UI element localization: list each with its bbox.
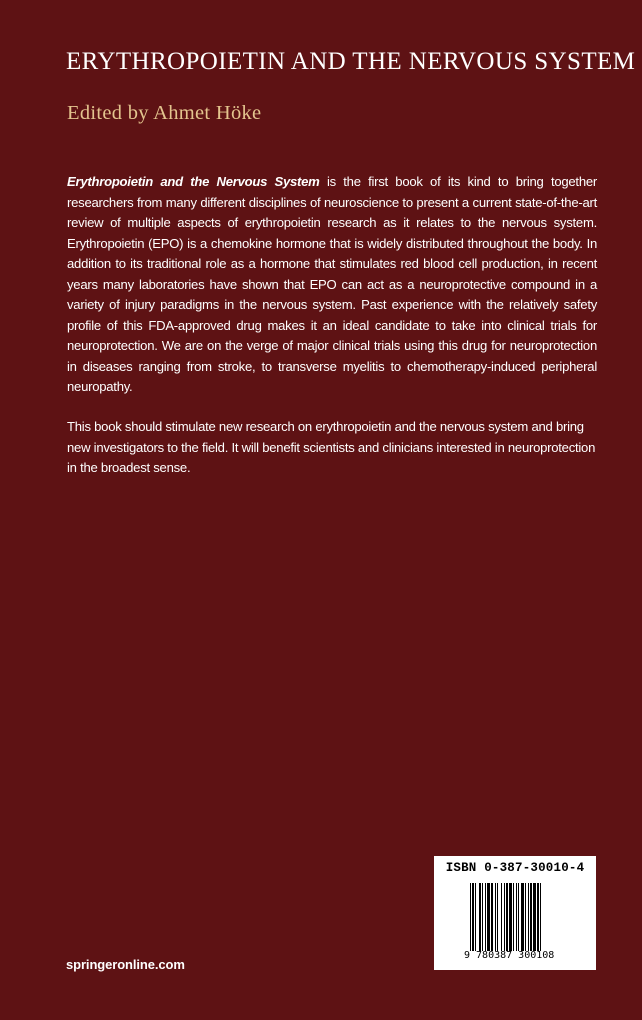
book-title-inline: Erythropoietin and the Nervous System — [67, 174, 320, 189]
isbn-number: ISBN 0-387-30010-4 — [445, 861, 585, 875]
barcode-icon — [470, 883, 565, 951]
barcode-digits: 9 780387 300108 — [464, 950, 555, 961]
description-paragraph-1 — [67, 172, 597, 398]
publisher-website: springeronline.com — [66, 957, 185, 972]
description-paragraph-2: This book should stimulate new research on erythropoietin and the nervous system and bring new investigators to the field. It will benefit scientists and clinicians interested in neuroprotection in the broadest sense. — [67, 419, 596, 475]
editor-credit: Edited by Ahmet Höke — [67, 102, 262, 124]
book-title: ERYTHROPOIETIN AND THE NERVOUS SYSTEM — [66, 48, 636, 75]
description-paragraph-1-text: is the first book of its kind to bring together researchers from many different disciplines of neuroscience to present a current state-of-the-art review of multiple aspects of erythropoietin research as it relates to the nervous system. Erythropoietin (EPO) is a chemokine hormone that is widely distributed throughout the body. In addition to its traditional role as a hormone that stimulates red blood cell production, in recent years many laboratories have shown that EPO can act as a neuroprotective compound in a variety of injury paradigms in the nervous system. Past experience with the relatively safety profile of this FDA-approved drug makes it an ideal candidate to take into clinical trials for neuroprotection. We are on the verge of major clinical trials using this drug for neuroprotection in diseases ranging from stroke, to transverse myelitis to chemotherapy-induced peripheral neuropathy. — [67, 174, 597, 394]
isbn-barcode-block — [434, 856, 596, 970]
